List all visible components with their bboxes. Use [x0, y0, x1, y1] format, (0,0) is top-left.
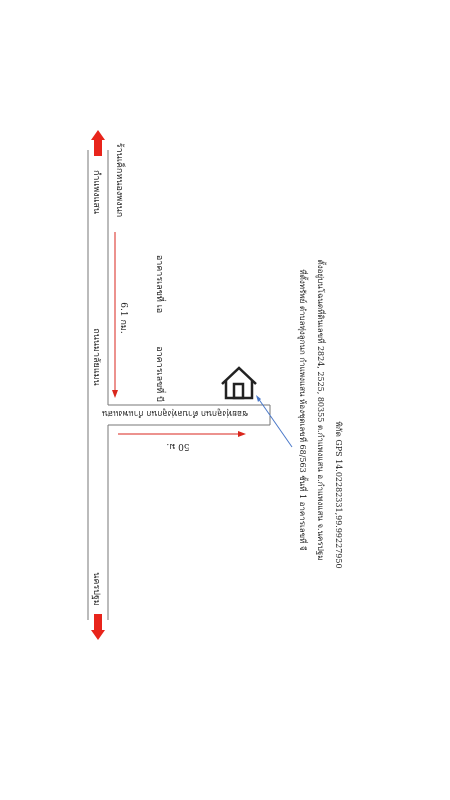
label-distance-main-road: 6.1 กม.: [118, 302, 128, 334]
property-line-2: ตั้งอยู่บนโฉนดที่ดินเลขที่ 2824, 2525, 80355 ต.กำแพงแสน อ.กำแพงแสน จ.นครปฐม: [316, 259, 325, 561]
label-main-road: ถนนมาลัยแมน: [91, 328, 101, 386]
label-building-b: อาคารเลขที่ บี: [154, 346, 164, 402]
property-line-3: พิกัด GPS 14.02282331,99.99227950: [334, 421, 343, 569]
arrow-up-icon: [91, 130, 105, 156]
label-landmark-shop: ร้านเค็กหนองพงนก: [114, 142, 124, 218]
label-distance-soi: 50 ม.: [166, 441, 190, 451]
property-line-1: ที่ตั้งทรัพย์ ตำบลทุ่งลูกนก กำแพงแสน ห้องชุดเลขที่ 68/563 ชั้นที่ 1 อาคารเลขที่ จี: [298, 269, 307, 551]
arrow-down-icon: [91, 614, 105, 640]
label-kamphaeng-saen: กำแพงแสน: [91, 169, 101, 215]
label-soi: ซอยทุ่งลูกนก ตำบลทุ่งลูกนก กำแพงแสน: [102, 408, 248, 418]
house-icon: [222, 368, 256, 398]
pointer-line: [258, 398, 292, 447]
route-arrowhead-soi: [238, 431, 246, 437]
label-building-a: อาคารเลขที่ เอ: [154, 254, 164, 314]
label-nakhon-pathom: นครปฐม: [91, 572, 101, 606]
route-arrowhead-main-road: [112, 390, 118, 398]
